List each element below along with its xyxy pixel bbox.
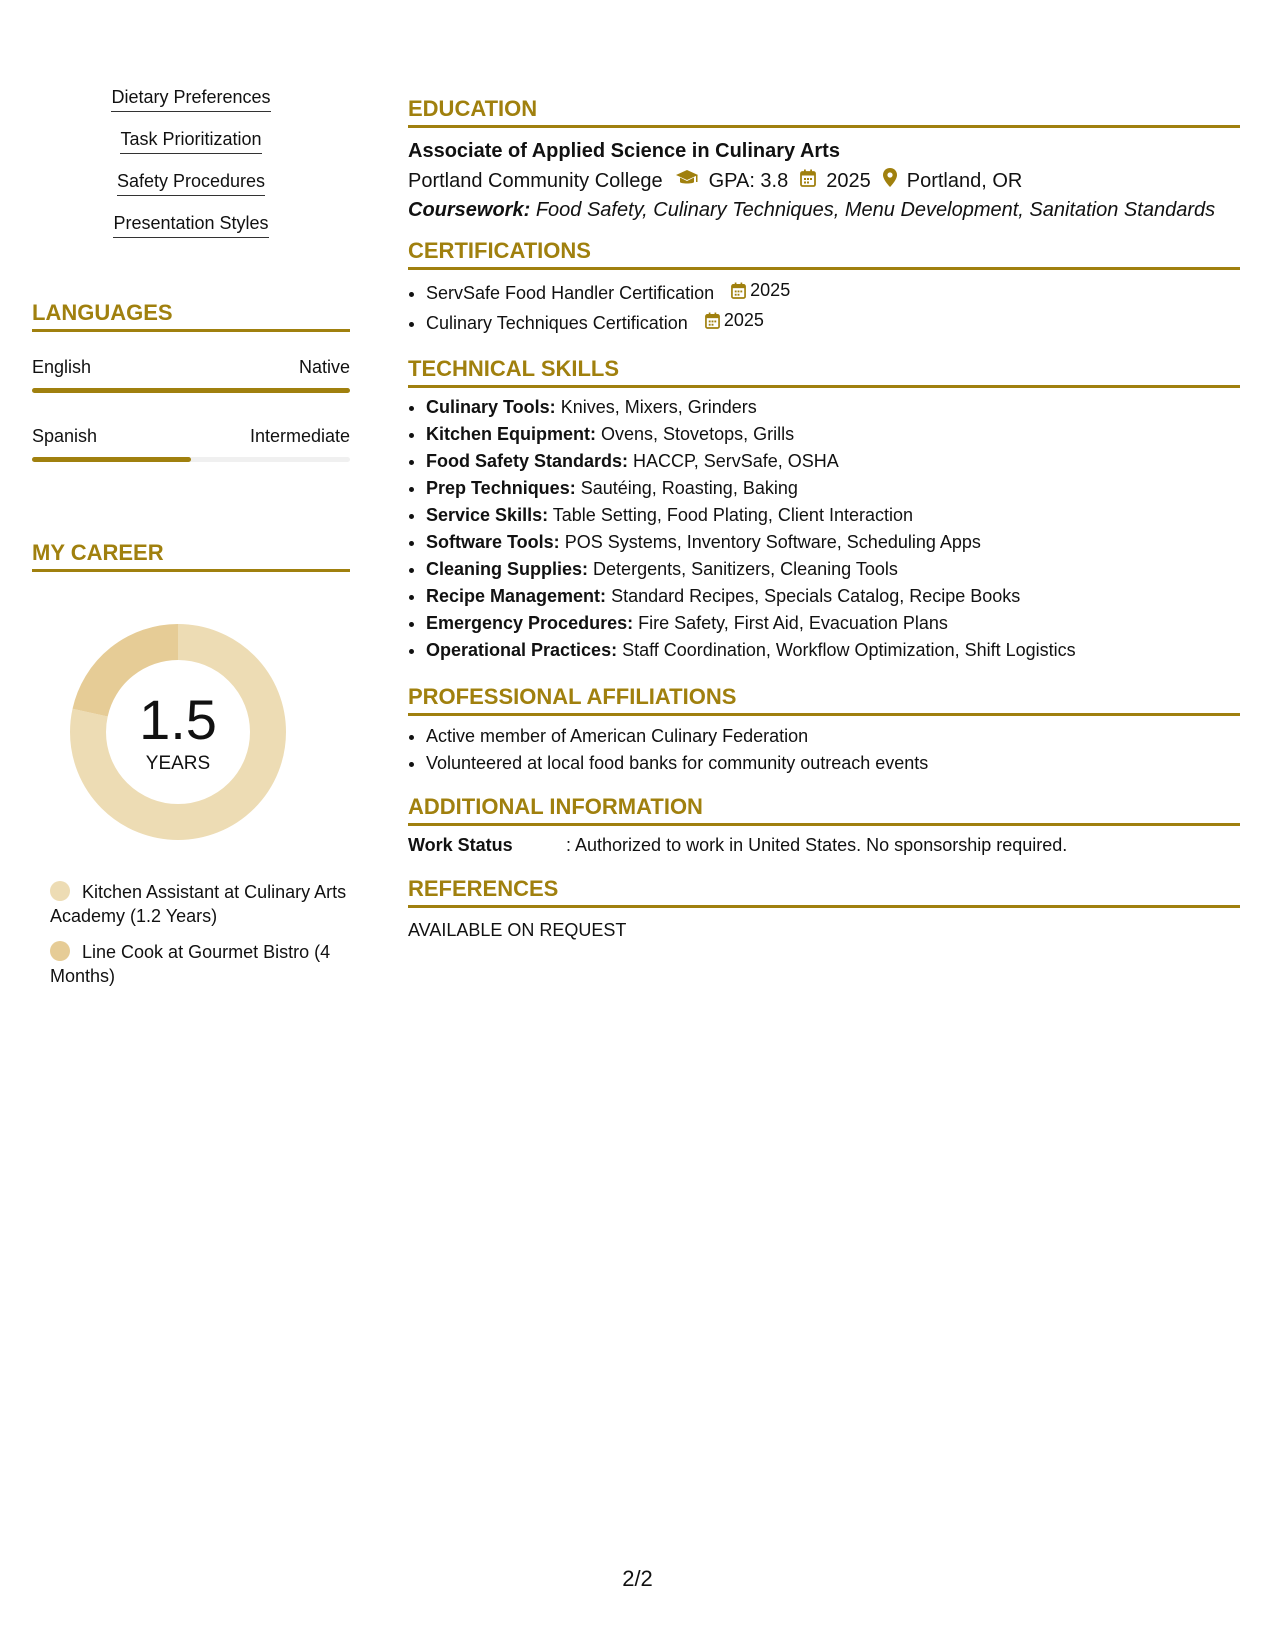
career-section: [32, 540, 350, 572]
calendar-icon: [800, 168, 816, 194]
language-english: [32, 356, 350, 393]
language-bar-fill: [32, 388, 350, 393]
page-number: 2/2: [622, 1566, 653, 1591]
language-level: Intermediate: [249, 426, 350, 446]
education-coursework: [408, 197, 1240, 223]
career-legend-item: [50, 880, 350, 928]
coursework-label: Coursework:: [408, 199, 531, 221]
language-bar: [32, 457, 350, 462]
skill-tags: [32, 86, 350, 254]
skill-tag: Dietary Preferences: [111, 86, 270, 112]
languages-section: [32, 300, 350, 332]
education-meta: [408, 168, 1240, 194]
certification-date: [705, 307, 764, 334]
education-gpa: GPA: 3.8: [708, 170, 789, 192]
language-bar: [32, 388, 350, 393]
certification-year: 2025: [750, 280, 791, 300]
education-section: [408, 96, 1240, 223]
certification-item: [426, 277, 1240, 307]
legend-dot-icon: [50, 881, 70, 901]
work-status-row: [408, 833, 1240, 857]
affiliation-item: • Volunteered at local food banks for community outreach events: [426, 750, 1240, 777]
education-title: EDUCATION: [408, 96, 1240, 128]
education-year: 2025: [826, 170, 871, 192]
language-name: English: [32, 357, 92, 377]
certification-item: [426, 307, 1240, 337]
language-name: Spanish: [32, 426, 98, 446]
language-bar-fill: [32, 457, 191, 462]
skill-item: • Cleaning Supplies: Detergents, Sanitizers, Cleaning Tools: [426, 556, 1240, 583]
skill-item: • Software Tools: POS Systems, Inventory Software, Scheduling Apps: [426, 529, 1240, 556]
work-status-label: Work Status: [408, 835, 513, 855]
additional-info-section: [408, 794, 1240, 857]
language-spanish: [32, 425, 350, 462]
technical-skills-section: [408, 356, 1240, 664]
certification-date: [731, 277, 790, 304]
calendar-icon: [731, 282, 746, 299]
affiliation-item: • Active member of American Culinary Federation: [426, 723, 1240, 750]
skill-tag: Task Prioritization: [120, 128, 261, 154]
technical-skills-list: [408, 394, 1240, 664]
additional-info-title: ADDITIONAL INFORMATION: [408, 794, 1240, 826]
career-legend: [50, 880, 350, 1000]
skill-item: • Prep Techniques: Sautéing, Roasting, Baking: [426, 475, 1240, 502]
certification-year: 2025: [723, 310, 764, 330]
technical-skills-title: TECHNICAL SKILLS: [408, 356, 1240, 388]
skill-item: • Emergency Procedures: Fire Safety, First Aid, Evacuation Plans: [426, 610, 1240, 637]
location-pin-icon: [883, 168, 897, 194]
skill-tag: Presentation Styles: [113, 212, 268, 238]
affiliations-title: PROFESSIONAL AFFILIATIONS: [408, 684, 1240, 716]
skill-item: • Kitchen Equipment: Ovens, Stovetops, Grills: [426, 421, 1240, 448]
certification-name: ServSafe Food Handler Certification: [426, 283, 715, 303]
references-text: AVAILABLE ON REQUEST: [408, 920, 627, 940]
references-title: REFERENCES: [408, 876, 1240, 908]
skill-item: • Service Skills: Table Setting, Food Plating, Client Interaction: [426, 502, 1240, 529]
affiliations-section: [408, 684, 1240, 777]
career-title: MY CAREER: [32, 540, 350, 572]
career-legend-label: Line Cook at Gourmet Bistro (4 Months): [50, 942, 331, 986]
education-location: Portland, OR: [906, 170, 1023, 192]
graduation-cap-icon: [675, 168, 699, 194]
skill-tag: Safety Procedures: [117, 170, 265, 196]
languages-title: LANGUAGES: [32, 300, 350, 332]
certifications-title: CERTIFICATIONS: [408, 238, 1240, 270]
work-status-value: : Authorized to work in United States. No sponsorship required.: [566, 835, 1068, 855]
language-level: Native: [298, 357, 350, 377]
skill-item: • Culinary Tools: Knives, Mixers, Grinders: [426, 394, 1240, 421]
references-section: [408, 876, 1240, 942]
affiliations-list: [408, 723, 1240, 777]
career-total-unit: YEARS: [145, 753, 211, 774]
career-legend-item: [50, 940, 350, 988]
skill-item: • Food Safety Standards: HACCP, ServSafe, OSHA: [426, 448, 1240, 475]
certification-name: Culinary Techniques Certification: [426, 313, 688, 333]
career-total-value: 1.5: [139, 688, 217, 751]
education-degree: Associate of Applied Science in Culinary Arts: [408, 140, 840, 162]
calendar-icon: [705, 312, 720, 329]
coursework-list: Food Safety, Culinary Techniques, Menu Development, Sanitation Standards: [535, 199, 1216, 221]
certifications-section: [408, 238, 1240, 337]
certifications-list: [408, 277, 1240, 337]
skill-item: • Recipe Management: Standard Recipes, Specials Catalog, Recipe Books: [426, 583, 1240, 610]
education-school: Portland Community College: [408, 170, 663, 192]
skill-item: • Operational Practices: Staff Coordination, Workflow Optimization, Shift Logistics: [426, 637, 1240, 664]
legend-dot-icon: [50, 941, 70, 961]
career-donut-chart: [66, 620, 290, 844]
career-legend-label: Kitchen Assistant at Culinary Arts Academy (1.2 Years): [50, 882, 347, 926]
